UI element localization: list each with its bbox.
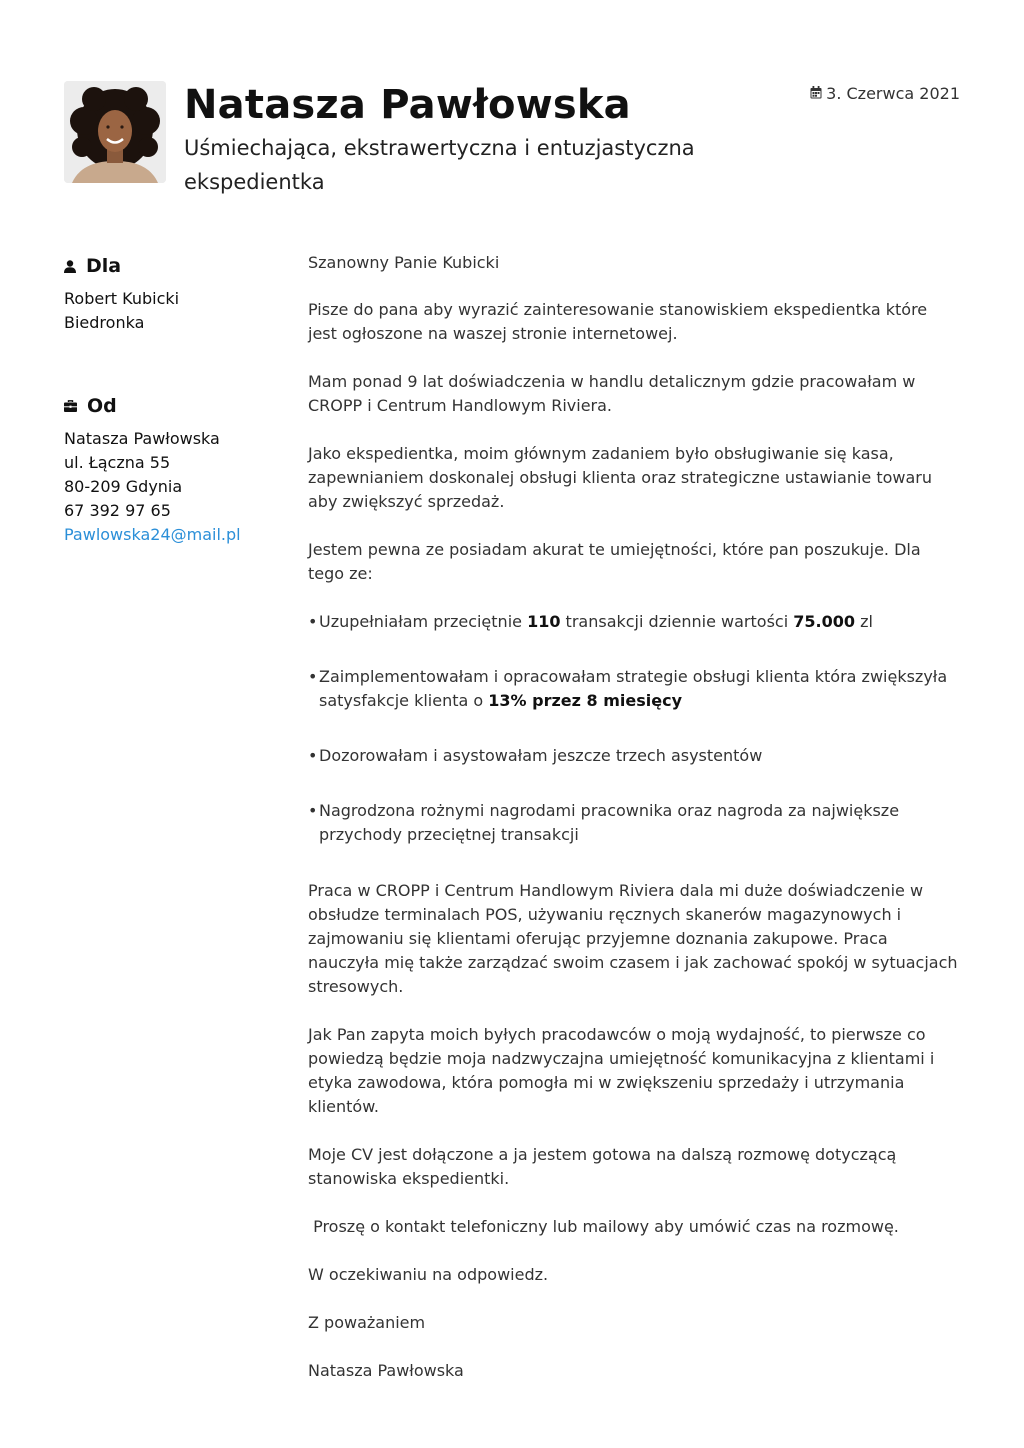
list-item: • Zaimplementowałam i opracowałam strategie obsługi klienta która zwiększyła satysfakcje klienta o 13% przez 8 miesięcy: [308, 665, 960, 713]
to-heading-label: Dla: [86, 255, 122, 277]
recipient-company: Biedronka: [64, 313, 145, 332]
sender-block: [64, 427, 241, 547]
list-item: • Dozorowałam i asystowałam jeszcze trzech asystentów: [308, 744, 960, 768]
letter-body: [308, 251, 960, 1383]
bullet-marker: •: [308, 801, 318, 820]
bullet-marker: •: [308, 612, 318, 631]
sender-email-link[interactable]: Pawlowska24@mail.pl: [64, 525, 241, 544]
paragraph-work-experience: Praca w CROPP i Centrum Handlowym Riviera dala mi duże doświadczenie w obsłudze terminalach POS, używaniu ręcznych skanerów magazynowych i zajmowaniu się klientami oferując przyjemne doznania zakupowe. Praca nauczyła mię także zarządzać swoim czasem i jak zachować spokój w sytuacjach stresowych.: [308, 881, 958, 996]
paragraph-duties: Jako ekspedientka, moim głównym zadaniem było obsługiwanie się kasa, zapewnianiem doskonalej obsługi klienta oraz strategiczne ustawianie towaru aby zwiększyć sprzedaż.: [308, 444, 932, 511]
sender-name: Natasza Pawłowska: [64, 429, 220, 448]
paragraph-references: Jak Pan zapyta moich byłych pracodawców o moją wydajność, to pierwsze co powiedzą będzie moja nadzwyczajna umiejętność komunikacyjna z klientami i etyka zawodowa, która pomogła mi w zwiększeniu sprzedaży i utrzymania klientów.: [308, 1025, 935, 1116]
from-heading: [64, 394, 117, 418]
calendar-icon: [810, 83, 822, 105]
paragraph-skills: Jestem pewna ze posiadam akurat te umiejętności, które pan poszukuje. Dla tego ze:: [308, 540, 921, 583]
signature: Natasza Pawłowska: [308, 1361, 464, 1380]
person-icon: [64, 260, 76, 273]
letter-date: [810, 83, 960, 105]
bullet-marker: •: [308, 667, 318, 686]
date-text: 3. Czerwca 2021: [826, 84, 960, 103]
greeting: Szanowny Panie Kubicki: [308, 253, 500, 272]
from-heading-label: Od: [87, 395, 117, 417]
to-heading: [64, 254, 121, 278]
list-item: • Nagrodzona rożnymi nagrodami pracownika oraz nagroda za największe przychody przeciętnej transakcji: [308, 799, 960, 847]
closing: Z poważaniem: [308, 1313, 426, 1332]
paragraph-awaiting: W oczekiwaniu na odpowiedz.: [308, 1265, 549, 1284]
briefcase-icon: [64, 400, 77, 412]
candidate-subtitle: Uśmiechająca, ekstrawertyczna i entuzjastyczna ekspedientka: [184, 136, 695, 194]
bullet-marker: •: [308, 746, 318, 765]
sender-phone: 67 392 97 65: [64, 501, 171, 520]
list-item: • Uzupełniałam przeciętnie 110 transakcji dziennie wartości 75.000 zl: [308, 610, 960, 634]
sender-street: ul. Łączna 55: [64, 453, 171, 472]
paragraph-contact: Proszę o kontakt telefoniczny lub mailowy aby umówić czas na rozmowę.: [308, 1217, 899, 1236]
recipient-name: Robert Kubicki: [64, 289, 180, 308]
candidate-name: Natasza Pawłowska: [184, 82, 631, 128]
paragraph-cv: Moje CV jest dołączone a ja jestem gotowa na dalszą rozmowę dotyczącą stanowiska ekspedientki.: [308, 1145, 897, 1188]
paragraph-experience: Mam ponad 9 lat doświadczenia w handlu detalicznym gdzie pracowałam w CROPP i Centrum Handlowym Riviera.: [308, 372, 916, 415]
profile-photo: [64, 81, 166, 183]
sender-city: 80-209 Gdynia: [64, 477, 183, 496]
recipient-block: [64, 287, 179, 335]
paragraph-intro: Pisze do pana aby wyrazić zainteresowanie stanowiskiem ekspedientka które jest ogłoszone na waszej stronie internetowej.: [308, 300, 928, 343]
